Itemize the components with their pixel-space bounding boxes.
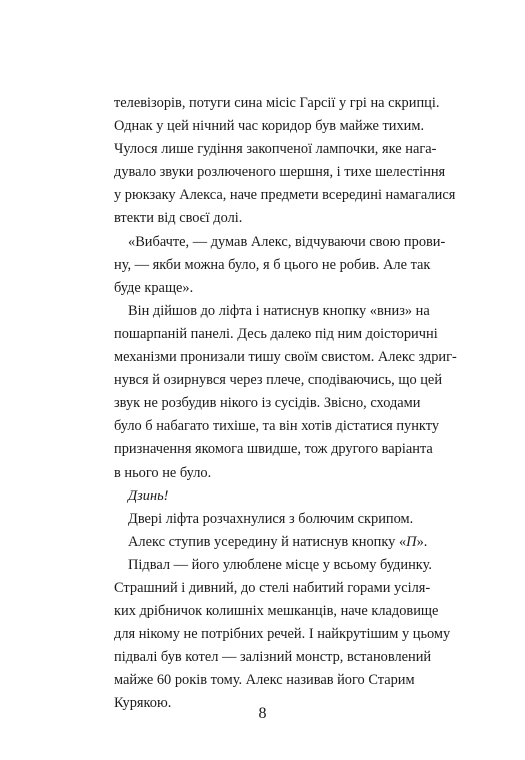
text-line: в нього не було. [114, 464, 212, 481]
text-line: Однак у цей нічний час коридор був майже тихим. [114, 118, 425, 135]
text-line: для нікому не потрібних речей. І найкрутішим у цьому [114, 626, 451, 643]
text-run: ». [416, 533, 428, 550]
text-line: Курякою. [114, 695, 172, 712]
text-line: майже 60 років тому. Алекс називав його Старим [114, 672, 415, 689]
text-line: «Вибачте, — думав Алекс, відчуваючи свою прови- [128, 233, 446, 250]
text-line: буде краще». [114, 279, 194, 296]
text-line: підвалі був котел — залізний монстр, встановлений [114, 649, 432, 666]
text-line: телевізорів, потуги сина місіс Гарсії у грі на скрипці. [114, 95, 440, 111]
text-line: втекти від своєї долі. [114, 210, 243, 227]
text-line: пошарпаній панелі. Десь далеко під ним доісторичні [114, 325, 438, 342]
text-line: механізми пронизали тишу своїм свистом. Алекс здриг- [114, 349, 457, 366]
text-line: звук не розбудив нікого із сусідів. Звісно, сходами [114, 395, 421, 412]
page-number: 8 [258, 705, 267, 722]
text-line: Страшний і дивний, до стелі набитий горами усіля- [114, 579, 431, 596]
interjection-line: Дзинь! [128, 487, 169, 504]
text-line: Чулося лише гудіння закопченої лампочки, яке нага- [114, 141, 437, 158]
text-line: дувало звуки розлюченого шершня, і тихе шелестіння [114, 164, 446, 181]
text-line: було б набагато тихіше, та він хотів дістатися пункту [114, 418, 440, 435]
text-line: Двері ліфта розчахнулися з болючим скрипом. [128, 510, 414, 527]
text-line: у рюкзаку Алекса, наче предмети всередині намагалися [114, 187, 456, 204]
text-line: Він дійшов до ліфта і натиснув кнопку «вниз» на [128, 302, 430, 319]
text-line [114, 531, 428, 554]
text-line: ких дрібничок колишніх мешканців, наче кладовище [114, 603, 439, 620]
text-line: ну, — якби можна було, я б цього не робив. Але так [114, 256, 431, 273]
text-run: Алекс ступив усередину й натиснув кнопку « [128, 533, 407, 550]
text-line: нувся й озирнувся через плече, сподіваючись, що цей [114, 372, 443, 389]
text-line: призначення якомога швидше, тож другого варіанта [114, 441, 433, 458]
body-text [114, 92, 457, 716]
text-line: Підвал — його улюблене місце у всьому будинку. [128, 556, 432, 573]
button-key-label: П [406, 533, 417, 550]
